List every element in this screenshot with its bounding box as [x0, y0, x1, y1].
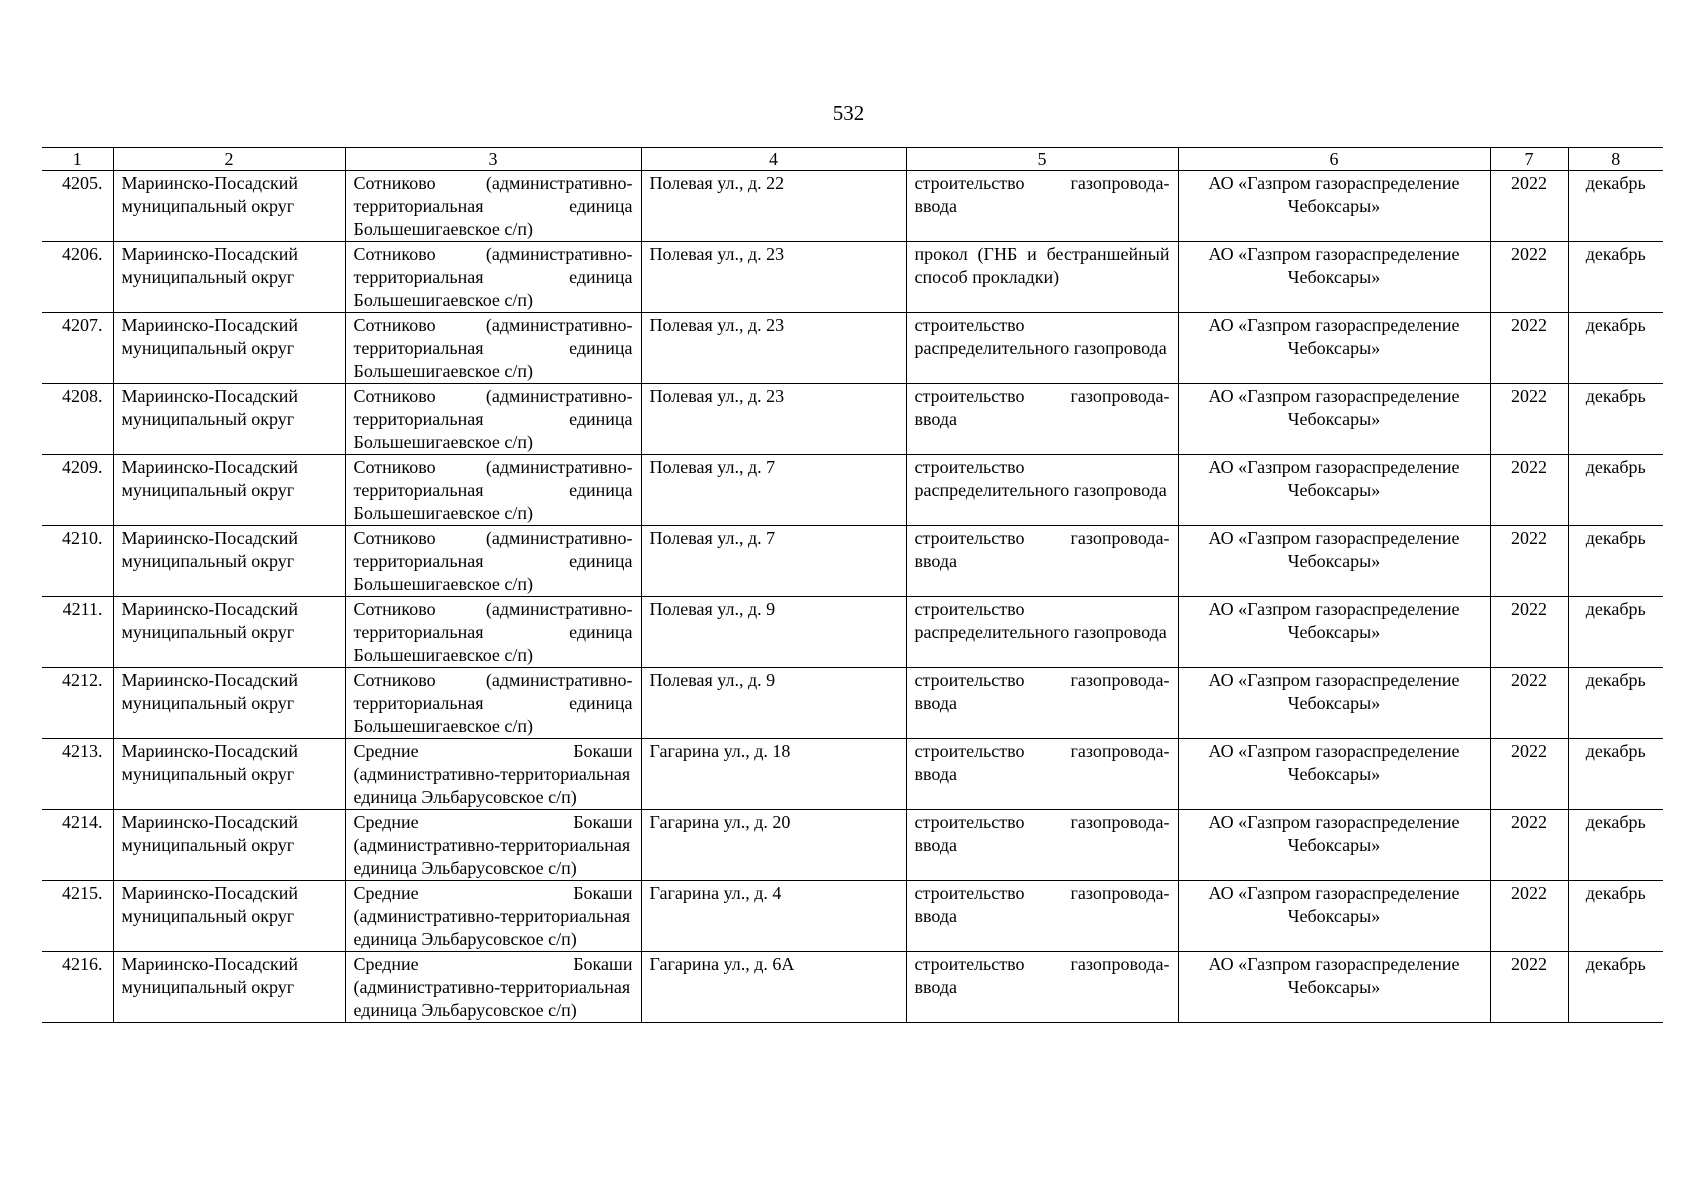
row-number: 4210.	[42, 526, 113, 597]
table-row	[42, 171, 1663, 242]
district-cell: Мариинско-Посадский муниципальный округ	[113, 384, 345, 455]
column-header: 7	[1490, 148, 1568, 171]
district-cell: Мариинско-Посадский муниципальный округ	[113, 668, 345, 739]
district-cell: Мариинско-Посадский муниципальный округ	[113, 242, 345, 313]
month-cell: декабрь	[1568, 242, 1663, 313]
column-header: 1	[42, 148, 113, 171]
column-header: 8	[1568, 148, 1663, 171]
year-cell: 2022	[1490, 810, 1568, 881]
address-cell: Полевая ул., д. 7	[641, 526, 906, 597]
work-type-cell: строительство распределительного газопровода	[906, 597, 1178, 668]
month-cell: декабрь	[1568, 526, 1663, 597]
table-row	[42, 952, 1663, 1023]
table-row	[42, 313, 1663, 384]
table-row	[42, 242, 1663, 313]
district-cell: Мариинско-Посадский муниципальный округ	[113, 952, 345, 1023]
row-number: 4209.	[42, 455, 113, 526]
year-cell: 2022	[1490, 242, 1568, 313]
locality-cell: Сотниково (административно-территориальная единица Большешигаевское с/п)	[345, 242, 641, 313]
month-cell: декабрь	[1568, 810, 1663, 881]
row-number: 4205.	[42, 171, 113, 242]
page-number: 532	[832, 101, 865, 125]
work-type-cell: строительство газопровода-ввода	[906, 739, 1178, 810]
address-cell: Полевая ул., д. 23	[641, 384, 906, 455]
row-number: 4212.	[42, 668, 113, 739]
work-type-cell: строительство газопровода-ввода	[906, 384, 1178, 455]
work-type-cell: строительство газопровода-ввода	[906, 952, 1178, 1023]
year-cell: 2022	[1490, 668, 1568, 739]
table-row	[42, 526, 1663, 597]
month-cell: декабрь	[1568, 668, 1663, 739]
table-row	[42, 384, 1663, 455]
organization-cell: АО «Газпром газораспределение Чебоксары»	[1178, 313, 1490, 384]
year-cell: 2022	[1490, 739, 1568, 810]
organization-cell: АО «Газпром газораспределение Чебоксары»	[1178, 526, 1490, 597]
year-cell: 2022	[1490, 171, 1568, 242]
row-number: 4216.	[42, 952, 113, 1023]
district-cell: Мариинско-Посадский муниципальный округ	[113, 597, 345, 668]
column-header: 3	[345, 148, 641, 171]
district-cell: Мариинско-Посадский муниципальный округ	[113, 810, 345, 881]
locality-cell: Сотниково (административно-территориальная единица Большешигаевское с/п)	[345, 668, 641, 739]
organization-cell: АО «Газпром газораспределение Чебоксары»	[1178, 171, 1490, 242]
month-cell: декабрь	[1568, 384, 1663, 455]
locality-cell: Сотниково (административно-территориальная единица Большешигаевское с/п)	[345, 313, 641, 384]
locality-cell: Сотниково (административно-территориальная единица Большешигаевское с/п)	[345, 526, 641, 597]
column-header: 2	[113, 148, 345, 171]
district-cell: Мариинско-Посадский муниципальный округ	[113, 739, 345, 810]
organization-cell: АО «Газпром газораспределение Чебоксары»	[1178, 455, 1490, 526]
organization-cell: АО «Газпром газораспределение Чебоксары»	[1178, 668, 1490, 739]
gas-works-table	[42, 147, 1663, 1023]
organization-cell: АО «Газпром газораспределение Чебоксары»	[1178, 242, 1490, 313]
address-cell: Полевая ул., д. 7	[641, 455, 906, 526]
month-cell: декабрь	[1568, 597, 1663, 668]
locality-cell: Средние Бокаши (административно-территориальная единица Эльбарусовское с/п)	[345, 881, 641, 952]
address-cell: Полевая ул., д. 22	[641, 171, 906, 242]
year-cell: 2022	[1490, 455, 1568, 526]
locality-cell: Сотниково (административно-территориальная единица Большешигаевское с/п)	[345, 455, 641, 526]
address-cell: Гагарина ул., д. 18	[641, 739, 906, 810]
year-cell: 2022	[1490, 384, 1568, 455]
district-cell: Мариинско-Посадский муниципальный округ	[113, 313, 345, 384]
table-row	[42, 810, 1663, 881]
organization-cell: АО «Газпром газораспределение Чебоксары»	[1178, 881, 1490, 952]
work-type-cell: строительство распределительного газопровода	[906, 455, 1178, 526]
month-cell: декабрь	[1568, 171, 1663, 242]
row-number: 4214.	[42, 810, 113, 881]
locality-cell: Средние Бокаши (административно-территориальная единица Эльбарусовское с/п)	[345, 952, 641, 1023]
column-header: 6	[1178, 148, 1490, 171]
address-cell: Гагарина ул., д. 6А	[641, 952, 906, 1023]
table-row	[42, 597, 1663, 668]
locality-cell: Средние Бокаши (административно-территориальная единица Эльбарусовское с/п)	[345, 810, 641, 881]
month-cell: декабрь	[1568, 455, 1663, 526]
address-cell: Гагарина ул., д. 4	[641, 881, 906, 952]
row-number: 4211.	[42, 597, 113, 668]
work-type-cell: строительство газопровода-ввода	[906, 526, 1178, 597]
table-row	[42, 668, 1663, 739]
address-cell: Полевая ул., д. 9	[641, 597, 906, 668]
organization-cell: АО «Газпром газораспределение Чебоксары»	[1178, 810, 1490, 881]
work-type-cell: прокол (ГНБ и бестраншейный способ прокладки)	[906, 242, 1178, 313]
work-type-cell: строительство газопровода-ввода	[906, 668, 1178, 739]
work-type-cell: строительство газопровода-ввода	[906, 881, 1178, 952]
district-cell: Мариинско-Посадский муниципальный округ	[113, 526, 345, 597]
organization-cell: АО «Газпром газораспределение Чебоксары»	[1178, 739, 1490, 810]
work-type-cell: строительство газопровода-ввода	[906, 810, 1178, 881]
locality-cell: Сотниково (административно-территориальная единица Большешигаевское с/п)	[345, 384, 641, 455]
year-cell: 2022	[1490, 881, 1568, 952]
table-row	[42, 881, 1663, 952]
row-number: 4207.	[42, 313, 113, 384]
address-cell: Гагарина ул., д. 20	[641, 810, 906, 881]
month-cell: декабрь	[1568, 313, 1663, 384]
year-cell: 2022	[1490, 952, 1568, 1023]
month-cell: декабрь	[1568, 881, 1663, 952]
row-number: 4213.	[42, 739, 113, 810]
organization-cell: АО «Газпром газораспределение Чебоксары»	[1178, 597, 1490, 668]
month-cell: декабрь	[1568, 952, 1663, 1023]
locality-cell: Сотниково (административно-территориальная единица Большешигаевское с/п)	[345, 171, 641, 242]
row-number: 4215.	[42, 881, 113, 952]
address-cell: Полевая ул., д. 23	[641, 313, 906, 384]
table-row	[42, 739, 1663, 810]
organization-cell: АО «Газпром газораспределение Чебоксары»	[1178, 384, 1490, 455]
organization-cell: АО «Газпром газораспределение Чебоксары»	[1178, 952, 1490, 1023]
year-cell: 2022	[1490, 597, 1568, 668]
address-cell: Полевая ул., д. 9	[641, 668, 906, 739]
year-cell: 2022	[1490, 526, 1568, 597]
district-cell: Мариинско-Посадский муниципальный округ	[113, 171, 345, 242]
table-row	[42, 455, 1663, 526]
district-cell: Мариинско-Посадский муниципальный округ	[113, 455, 345, 526]
work-type-cell: строительство газопровода-ввода	[906, 171, 1178, 242]
year-cell: 2022	[1490, 313, 1568, 384]
row-number: 4208.	[42, 384, 113, 455]
column-number-row	[42, 148, 1663, 171]
address-cell: Полевая ул., д. 23	[641, 242, 906, 313]
month-cell: декабрь	[1568, 739, 1663, 810]
column-header: 4	[641, 148, 906, 171]
row-number: 4206.	[42, 242, 113, 313]
locality-cell: Сотниково (административно-территориальная единица Большешигаевское с/п)	[345, 597, 641, 668]
column-header: 5	[906, 148, 1178, 171]
district-cell: Мариинско-Посадский муниципальный округ	[113, 881, 345, 952]
work-type-cell: строительство распределительного газопровода	[906, 313, 1178, 384]
locality-cell: Средние Бокаши (административно-территориальная единица Эльбарусовское с/п)	[345, 739, 641, 810]
